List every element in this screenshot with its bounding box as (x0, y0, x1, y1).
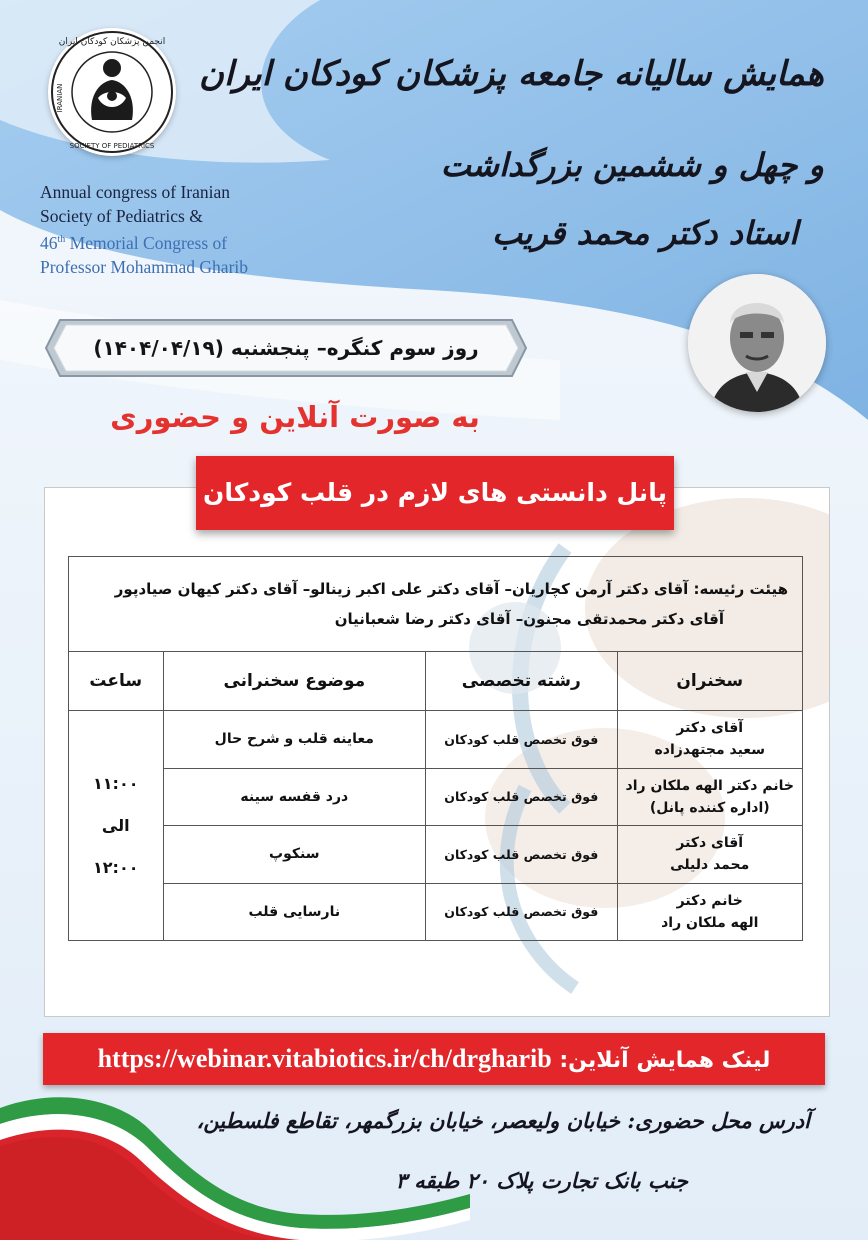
header-speaker: سخنران (617, 652, 803, 711)
header-topic: موضوع سخنرانی (163, 652, 426, 711)
time-separator: الی (101, 815, 130, 835)
speaker-name: محمد دلیلی (670, 857, 750, 874)
online-link-label: لینک همایش آنلاین: (559, 1048, 771, 1073)
en-line-4: Professor Mohammad Gharib (40, 256, 249, 277)
table-row (69, 883, 803, 941)
en-ordinal-suffix: th (57, 234, 66, 245)
topic-cell: معاینه قلب و شرح حال (163, 711, 426, 769)
speaker-name: الهه ملکان راد (661, 914, 759, 931)
table-row (69, 826, 803, 884)
schedule-table (68, 556, 803, 941)
speaker-cell (617, 711, 803, 769)
address-line-1: آدرس محل حضوری: خیابان ولیعصر، خیابان بزرگمهر، تقاطع فلسطین، (196, 1108, 810, 1133)
logo-text-top: انجمن پزشکان کودکان ایران (58, 37, 166, 47)
header-specialty: رشته تخصصی (426, 652, 617, 711)
persian-title-main: همایش سالیانه جامعه پزشکان کودکان ایران (199, 54, 824, 94)
specialty-cell: فوق تخصص قلب کودکان (426, 711, 617, 769)
logo-text-left: IRANIAN (56, 83, 64, 113)
chair-line-2: آقای دکتر محمدتقی مجنون– آقای دکتر رضا شعبانیان (334, 610, 724, 628)
en-line-3-rest: Memorial Congress of (65, 232, 228, 253)
chair-line-1: هیئت رئیسه: آقای دکتر آرمن کچاریان– آقای دکتر علی اکبر زینالو– آقای دکتر کیهان صیادپور (114, 580, 788, 598)
society-logo (48, 28, 176, 156)
address-line-2: جنب بانک تجارت پلاک ۲۰ طبقه ۳ (395, 1168, 688, 1193)
specialty-cell: فوق تخصص قلب کودکان (426, 883, 617, 941)
speaker-cell (617, 768, 803, 826)
en-line-3 (40, 228, 340, 255)
speaker-name: (اداره کننده پانل) (649, 799, 770, 816)
professor-portrait (688, 274, 826, 412)
attendance-mode: به صورت آنلاین و حضوری (110, 400, 480, 434)
speaker-name: سعید مجتهدزاده (654, 742, 765, 759)
topic-cell: درد قفسه سینه (163, 768, 426, 826)
speaker-cell (617, 883, 803, 941)
panel-title: پانل دانستی های لازم در قلب کودکان (196, 456, 674, 530)
table-row (69, 768, 803, 826)
time-start: ۱۱:۰۰ (93, 773, 139, 793)
speaker-title: آقای دکتر (676, 720, 744, 737)
persian-title-memorial: و چهل و ششمین بزرگداشت (440, 146, 824, 184)
chair-board-cell (69, 557, 803, 652)
header-time: ساعت (69, 652, 164, 711)
en-ordinal-number: 46 (40, 232, 58, 253)
topic-cell: سنکوپ (163, 826, 426, 884)
online-link-url[interactable]: https://webinar.vitabiotics.ir/ch/drgharib (97, 1044, 552, 1073)
specialty-cell: فوق تخصص قلب کودکان (426, 826, 617, 884)
table-row (69, 711, 803, 769)
en-line-2: Society of Pediatrics & (40, 206, 203, 226)
specialty-cell: فوق تخصص قلب کودکان (426, 768, 617, 826)
english-congress-title (40, 180, 340, 279)
speaker-title: آقای دکتر (676, 835, 744, 852)
table-header-row (69, 652, 803, 711)
speaker-cell (617, 826, 803, 884)
topic-cell: نارسایی قلب (163, 883, 426, 941)
time-end: ۱۲:۰۰ (93, 857, 139, 877)
speaker-title: خانم دکتر الهه ملکان راد (625, 777, 794, 794)
logo-text-bottom: SOCIETY OF PEDIATRICS (69, 142, 155, 150)
en-line-1: Annual congress of Iranian (40, 182, 231, 202)
speaker-title: خانم دکتر (676, 892, 743, 909)
online-link-bar (43, 1033, 825, 1085)
persian-title-professor: استاد دکتر محمد قریب (492, 214, 798, 252)
congress-day-date: روز سوم کنگره– پنجشنبه (۱۴۰۴/۰۴/۱۹) (93, 336, 479, 360)
time-cell (69, 711, 164, 941)
